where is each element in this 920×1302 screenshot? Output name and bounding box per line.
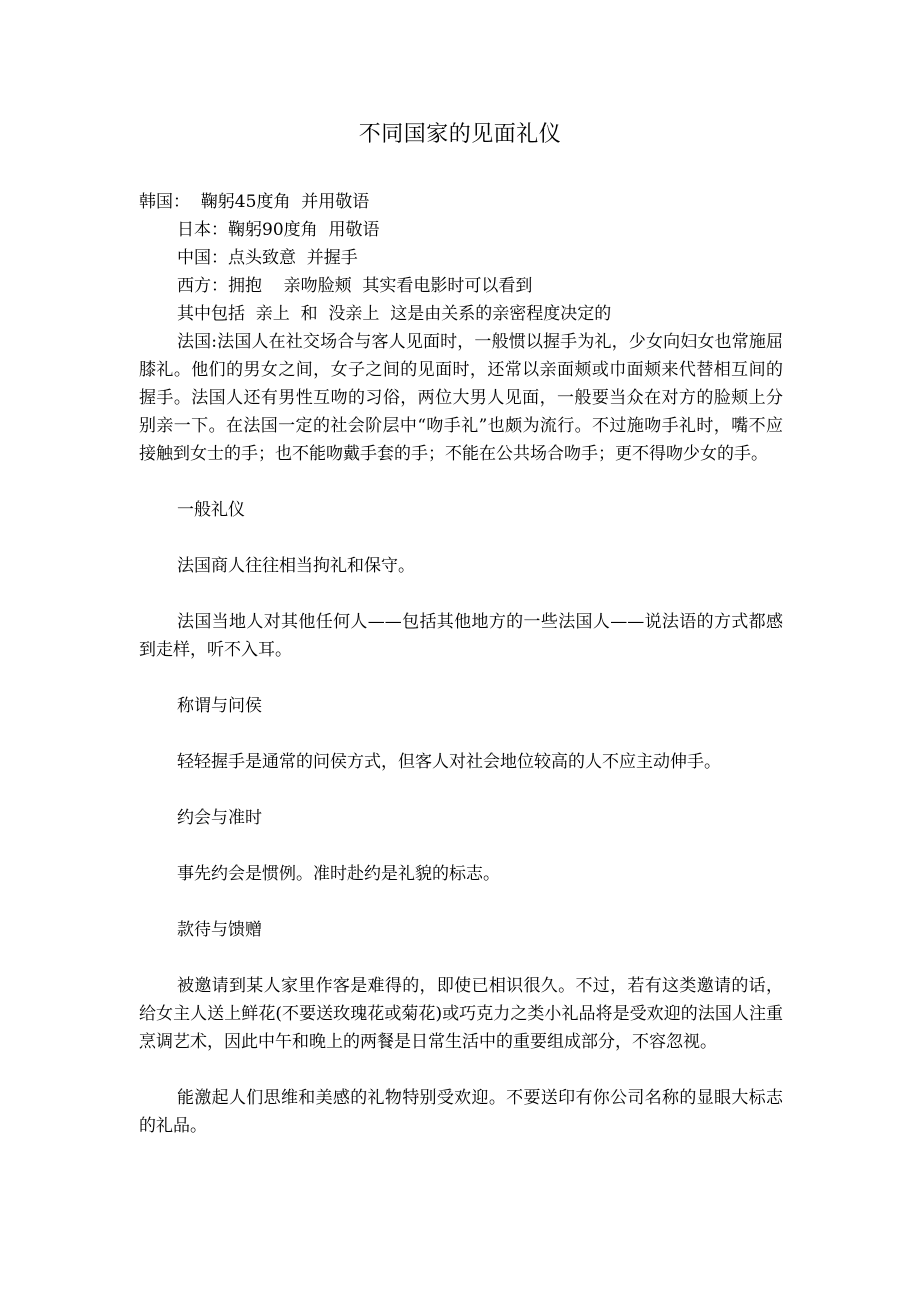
spacer (139, 580, 783, 608)
appointment-paragraph-1: 事先约会是惯例。准时赴约是礼貌的标志。 (177, 864, 500, 884)
hospitality-paragraph-2: 能激起人们思维和美感的礼物特别受欢迎。不要送印有你公司名称的显眼大标志的礼品。 (139, 1088, 783, 1136)
section-heading-address: 称谓与问侯 (177, 696, 262, 716)
spacer (139, 1056, 783, 1084)
spacer (139, 776, 783, 804)
france-intro-paragraph: 法国:法国人在社交场合与客人见面时，一般惯以握手为礼，少女向妇女也常施屈 膝礼。他们的男女之间，女子之间的见面时，还常以亲面颊或巾面颊来代替相互间的握手。法国人还有男性互吻的习俗，两位大男人见面，一般要当众在对方的脸颊上分别亲一下。在法国一定的社会阶层中“吻手礼”也颇为流行。不过施吻手礼时，嘴不应接触到女士的手；也不能吻戴手套的手；不能在公共场合吻手；更不得吻少女的手。 (139, 332, 783, 464)
general-paragraph-1: 法国商人往往相当拘礼和保守。 (177, 556, 415, 576)
address-paragraph-1: 轻轻握手是通常的问侯方式，但客人对社会地位较高的人不应主动伸手。 (177, 752, 721, 772)
document-title: 不同国家的见面礼仪 (358, 122, 562, 147)
hospitality-paragraph-1: 被邀请到某人家里作客是难得的，即使已相识很久。不过，若有这类邀请的话，给女主人送上鲜花(不要送玫瑰花或菊花)或巧克力之类小礼品将是受欢迎的法国人注重烹调艺术，因此中午和晚上的两餐是日常生活中的重要组成部分，不容忽视。 (139, 976, 783, 1052)
section-heading-appointment: 约会与准时 (177, 808, 262, 828)
spacer (139, 720, 783, 748)
greeting-korea: 韩国： 鞠躬45度角 并用敬语 (139, 192, 370, 212)
greeting-note: 其中包括 亲上 和 没亲上 这是由关系的亲密程度决定的 (177, 304, 612, 324)
greeting-china: 中国：点头致意 并握手 (177, 248, 358, 268)
spacer (139, 664, 783, 692)
greeting-japan: 日本：鞠躬90度角 用敬语 (177, 220, 380, 240)
spacer (139, 524, 783, 552)
spacer (139, 832, 783, 860)
general-paragraph-2: 法国当地人对其他任何人——包括其他地方的一些法国人——说法语的方式都感到走样，听不入耳。 (139, 612, 783, 660)
spacer (139, 468, 783, 496)
spacer (139, 888, 783, 916)
section-heading-hospitality: 款待与馈赠 (177, 920, 262, 940)
greeting-west: 西方：拥抱 亲吻脸颊 其实看电影时可以看到 (177, 276, 533, 296)
spacer (139, 944, 783, 972)
document-body (139, 188, 783, 1140)
section-heading-general: 一般礼仪 (177, 500, 245, 520)
